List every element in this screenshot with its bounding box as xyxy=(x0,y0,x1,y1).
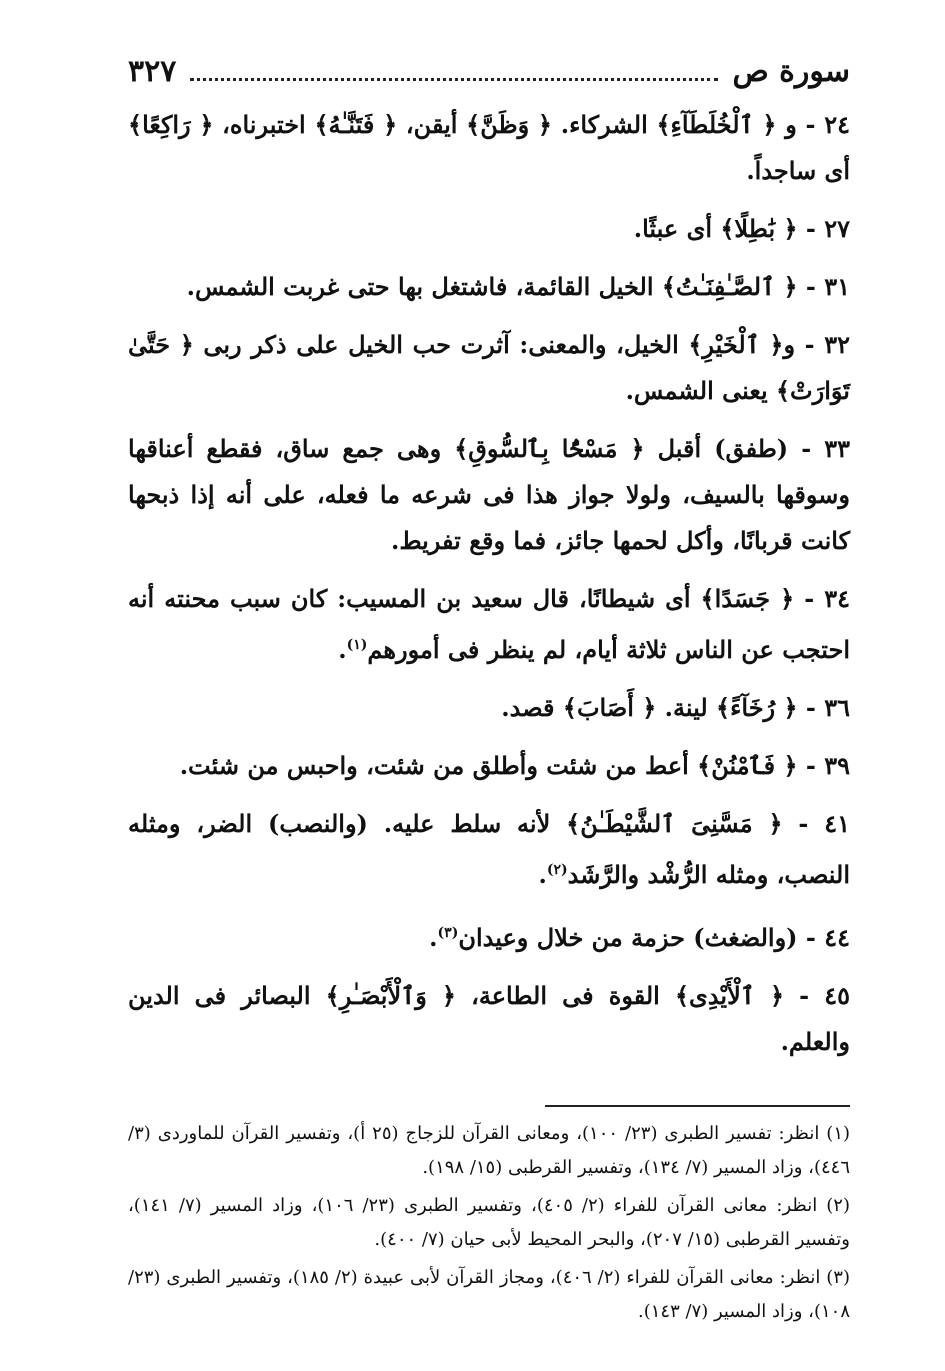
surah-title: سورة ص xyxy=(732,54,850,89)
entry-31: ٣١ - ﴿ ٱلصَّـٰفِنَـٰتُ﴾ الخيل القائمة، فاشتغل بها حتى غربت الشمس. xyxy=(186,272,850,301)
page-number: ٣٢٧ xyxy=(128,54,177,89)
entry-39: ٣٩ - ﴿ فَٱمْنُنْ﴾ أعط من شئت وأطلق من شئت، واحبس من شئت. xyxy=(179,751,850,780)
entry-33: ٣٣ - (طفق) أقبل ﴿ مَسْحًۢا بِٱلسُّوقِ﴾ وهى جمع ساق، فقطع أعناقها وسوقها بالسيف، ولولا جواز هذا فى شرعه ما فعله، على أنه إذا ذبحها كانت قربانًا، وأكل لحمها جائز، فما وقع تفريط. xyxy=(128,434,850,555)
footnote-2: (٢) انظر: معانى القرآن للفراء (٢/ ٤٠٥)، وتفسير الطبرى (٢٣/ ١٠٦)، وزاد المسير (٧/ ١٤١)، وتفسير القرطبى (١٥/ ٢٠٧)، والبحر المحيط لأبى حيان (٧/ ٤٠٠). xyxy=(128,1195,850,1250)
entry-44: ٤٤ - (والضغث) حزمة من خلال وعيدان$^{(٣)}$. xyxy=(429,923,850,952)
entry-24: ٢٤ - و ﴿ ٱلْخُلَطَآءِ﴾ الشركاء. ﴿ وَظَنَّ﴾ أيقن، ﴿ فَتَنَّـٰهُ﴾ اختبرناه، ﴿ رَاكِعًا﴾ أى ساجداً. xyxy=(128,110,851,185)
running-header xyxy=(128,54,850,94)
entry-32: ٣٢ - و﴿ ٱلْخَيْرِ﴾ الخيل، والمعنى: آثرت حب الخيل على ذكر ربى ﴿ حَتَّىٰ تَوَارَتْ﴾ يعنى الشمس. xyxy=(128,330,850,405)
footnote-separator xyxy=(545,1105,850,1107)
entry-27: ٢٧ - ﴿ بَٰطِلًا﴾ أى عبثًا. xyxy=(633,214,850,243)
footnote-ref-1[interactable]: (١) xyxy=(346,637,368,653)
entry-36: ٣٦ - ﴿ رُخَآءً﴾ لينة. ﴿ أَصَابَ﴾ قصد. xyxy=(501,693,850,722)
entry-34: ٣٤ - ﴿ جَسَدًا﴾ أى شيطانًا، قال سعيد بن المسيب: كان سبب محنته أنه احتجب عن الناس ثلاثة أيام، لم ينظر فى أمورهم$^{(١)}$. xyxy=(128,584,850,664)
entry-41: ٤١ - ﴿ مَسَّنِىَ ٱلشَّيْطَـٰنُ﴾ لأنه سلط عليه. (والنصب) الضر، ومثله النصب، ومثله الرُّشْد والرَّشَد$^{(٢)}$. xyxy=(128,809,850,889)
footnote-3: (٣) انظر: معانى القرآن للفراء (٢/ ٤٠٦)، ومجاز القرآن لأبى عبيدة (٢/ ١٨٥)، وتفسير الطبرى (٢٣/ ١٠٨)، وزاد المسير (٧/ ١٤٣). xyxy=(128,1267,850,1322)
footnote-ref-2[interactable]: (٢) xyxy=(546,862,568,878)
footnote-1: (١) انظر: تفسير الطبرى (٢٣/ ١٠٠)، ومعانى القرآن للزجاج (٢٥ أ)، وتفسير القرآن للماوردى (٣/ ٤٤٦)، وزاد المسير (٧/ ١٣٤)، وتفسير القرطبى (١٥/ ١٩٨). xyxy=(128,1123,851,1178)
entry-45: ٤٥ - ﴿ ٱلْأَيْدِى﴾ القوة فى الطاعة، ﴿ وَٱلْأَبْصَـٰرِ﴾ البصائر فى الدين والعلم. xyxy=(128,981,850,1056)
footnote-ref-3[interactable]: (٣) xyxy=(437,925,459,941)
page xyxy=(128,54,850,1354)
main-text xyxy=(128,102,850,1065)
leader-dots xyxy=(190,60,718,81)
footnotes xyxy=(128,1117,850,1329)
